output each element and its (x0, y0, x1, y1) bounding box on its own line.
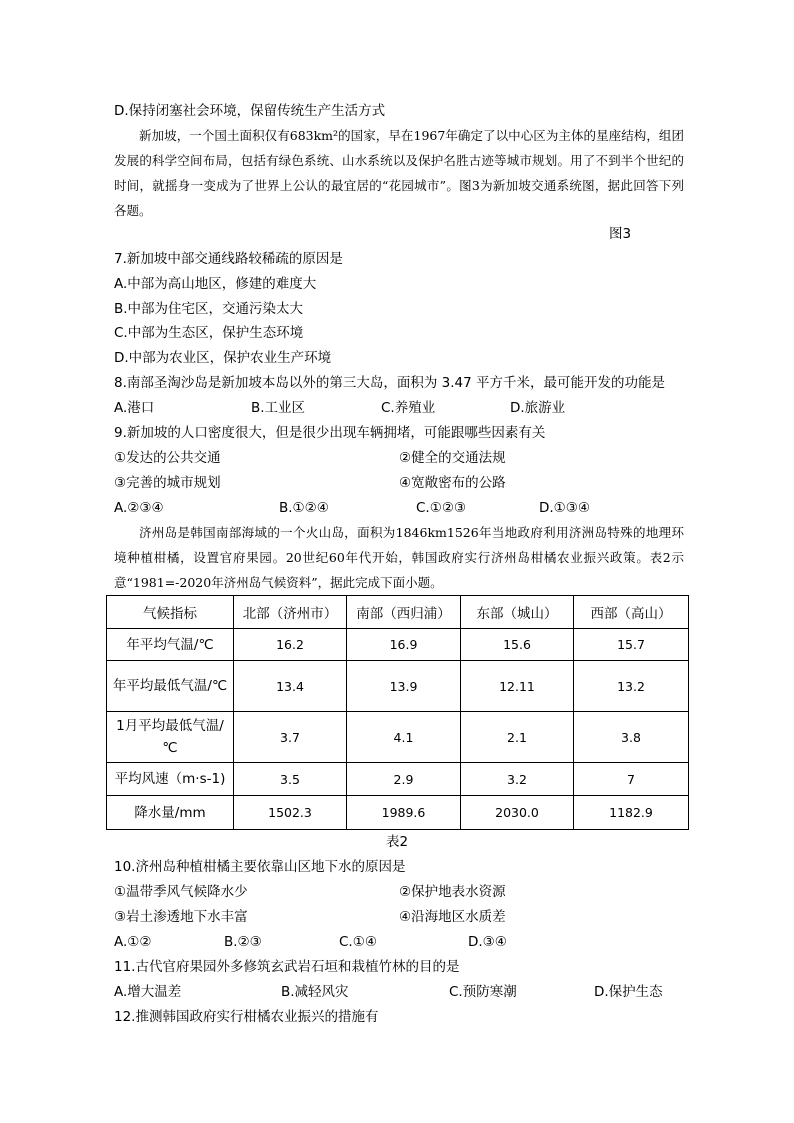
q7-option-c: C.中部为生态区，保护生态环境 (114, 325, 304, 341)
table-cell: 15.6 (461, 629, 574, 661)
q10-option-b: B.②③ (224, 934, 262, 950)
singapore-passage-text: 新加坡，一个国土面积仅有683km²的国家，早在1967年确定了以中心区为主体的星座结构，组团发展的科学空间布局，包括有绿色系统、山水系统以及保护名胜古迹等城市规划。用了不到半个世纪的时间，就摇身一变成为了世界上公认的最宜居的“花园城市”。图3为新加坡交通系统图，据此回答下列各题。 (114, 128, 684, 218)
q8-option-c: C.养殖业 (381, 400, 436, 416)
table-cell: 4.1 (347, 712, 461, 763)
q9-option-c: C.①②③ (416, 500, 467, 516)
q11-option-c: C.预防寒潮 (449, 984, 517, 1000)
row-label: 降水量/mm (107, 796, 234, 830)
q7-option-a: A.中部为高山地区，修建的难度大 (114, 276, 317, 292)
q10-item-1: ①温带季风气候降水少 (114, 884, 248, 900)
table-header-row (107, 596, 689, 629)
table-cell: 13.4 (234, 661, 347, 712)
table-cell: 13.2 (574, 661, 689, 712)
q12-stem: 12.推测韩国政府实行柑橘农业振兴的措施有 (114, 1009, 379, 1025)
table-cell: 13.9 (347, 661, 461, 712)
table-cell: 7 (574, 763, 689, 796)
figure-caption: 图3 (609, 226, 632, 242)
q9-item-2: ②健全的交通法规 (399, 450, 506, 466)
q10-option-a: A.①② (114, 934, 152, 950)
table-header: 气候指标 (107, 596, 234, 629)
q7-stem: 7.新加坡中部交通线路较稀疏的原因是 (114, 251, 343, 267)
table-header: 南部（西归浦） (347, 596, 461, 629)
q8-option-a: A.港口 (114, 400, 155, 416)
table-cell: 3.2 (461, 763, 574, 796)
table-row (107, 796, 689, 830)
q11-option-d: D.保护生态 (594, 984, 663, 1000)
q7-option-b: B.中部为住宅区，交通污染太大 (114, 301, 304, 317)
table-row (107, 712, 689, 763)
q9-option-b: B.①②④ (279, 500, 329, 516)
table-cell: 2.9 (347, 763, 461, 796)
q10-item-4: ④沿海地区水质差 (399, 909, 506, 925)
table-cell: 2030.0 (461, 796, 574, 830)
row-label: 年平均最低气温/℃ (107, 661, 234, 712)
q10-option-c: C.①④ (339, 934, 377, 950)
table-cell: 3.7 (234, 712, 347, 763)
q8-stem: 8.南部圣淘沙岛是新加坡本岛以外的第三大岛，面积为 3.47 平方千米，最可能开发的功能是 (114, 375, 666, 391)
table-cell: 1502.3 (234, 796, 347, 830)
table-cell: 12.11 (461, 661, 574, 712)
row-label: 1月平均最低气温/℃ (107, 712, 234, 763)
table-cell: 2.1 (461, 712, 574, 763)
table-cell: 1989.6 (347, 796, 461, 830)
q9-item-3: ③完善的城市规划 (114, 475, 221, 491)
table-caption: 表2 (386, 834, 409, 850)
q7-option-d: D.中部为农业区，保护农业生产环境 (114, 350, 332, 366)
table-cell: 3.5 (234, 763, 347, 796)
q11-option-a: A.增大温差 (114, 984, 182, 1000)
jeju-passage-text: 济州岛是韩国南部海域的一个火山岛，面积为1846km1526年当地政府利用济洲岛特殊的地理环境种植柑橘，设置官府果园。20世纪60年代开始，韩国政府实行济州岛柑橘农业振兴政策。表2示意“1981=-2020年济州岛气候资料”，据此完成下面小题。 (114, 525, 684, 590)
jeju-passage (114, 520, 684, 595)
q10-option-d: D.③④ (468, 934, 507, 950)
table-row (107, 661, 689, 712)
table-header: 东部（城山） (461, 596, 574, 629)
climate-table (106, 595, 689, 830)
table-cell: 1182.9 (574, 796, 689, 830)
table-header: 西部（高山） (574, 596, 689, 629)
table-header: 北部（济州市） (234, 596, 347, 629)
option-d-previous: D.保持闭塞社会环境，保留传统生产生活方式 (114, 103, 386, 119)
q8-option-b: B.工业区 (251, 400, 306, 416)
q9-option-a: A.②③④ (114, 500, 164, 516)
table-row (107, 763, 689, 796)
q9-stem: 9.新加坡的人口密度很大，但是很少出现车辆拥堵，可能跟哪些因素有关 (114, 425, 546, 441)
q9-option-d: D.①③④ (539, 500, 590, 516)
q11-stem: 11.古代官府果园外多修筑玄武岩石垣和栽植竹林的目的是 (114, 959, 460, 975)
row-label: 年平均气温/℃ (107, 629, 234, 661)
q9-item-1: ①发达的公共交通 (114, 450, 221, 466)
table-cell: 15.7 (574, 629, 689, 661)
q10-item-2: ②保护地表水资源 (399, 884, 506, 900)
q10-item-3: ③岩土渗透地下水丰富 (114, 909, 248, 925)
table-cell: 16.2 (234, 629, 347, 661)
table-cell: 3.8 (574, 712, 689, 763)
q10-stem: 10.济州岛种植柑橘主要依靠山区地下水的原因是 (114, 859, 406, 875)
table-row (107, 629, 689, 661)
table-cell: 16.9 (347, 629, 461, 661)
q11-option-b: B.减轻风灾 (281, 984, 349, 1000)
q9-item-4: ④宽敞密布的公路 (399, 475, 506, 491)
q8-option-d: D.旅游业 (510, 400, 566, 416)
row-label: 平均风速（m·s-1) (107, 763, 234, 796)
singapore-passage (114, 123, 684, 223)
